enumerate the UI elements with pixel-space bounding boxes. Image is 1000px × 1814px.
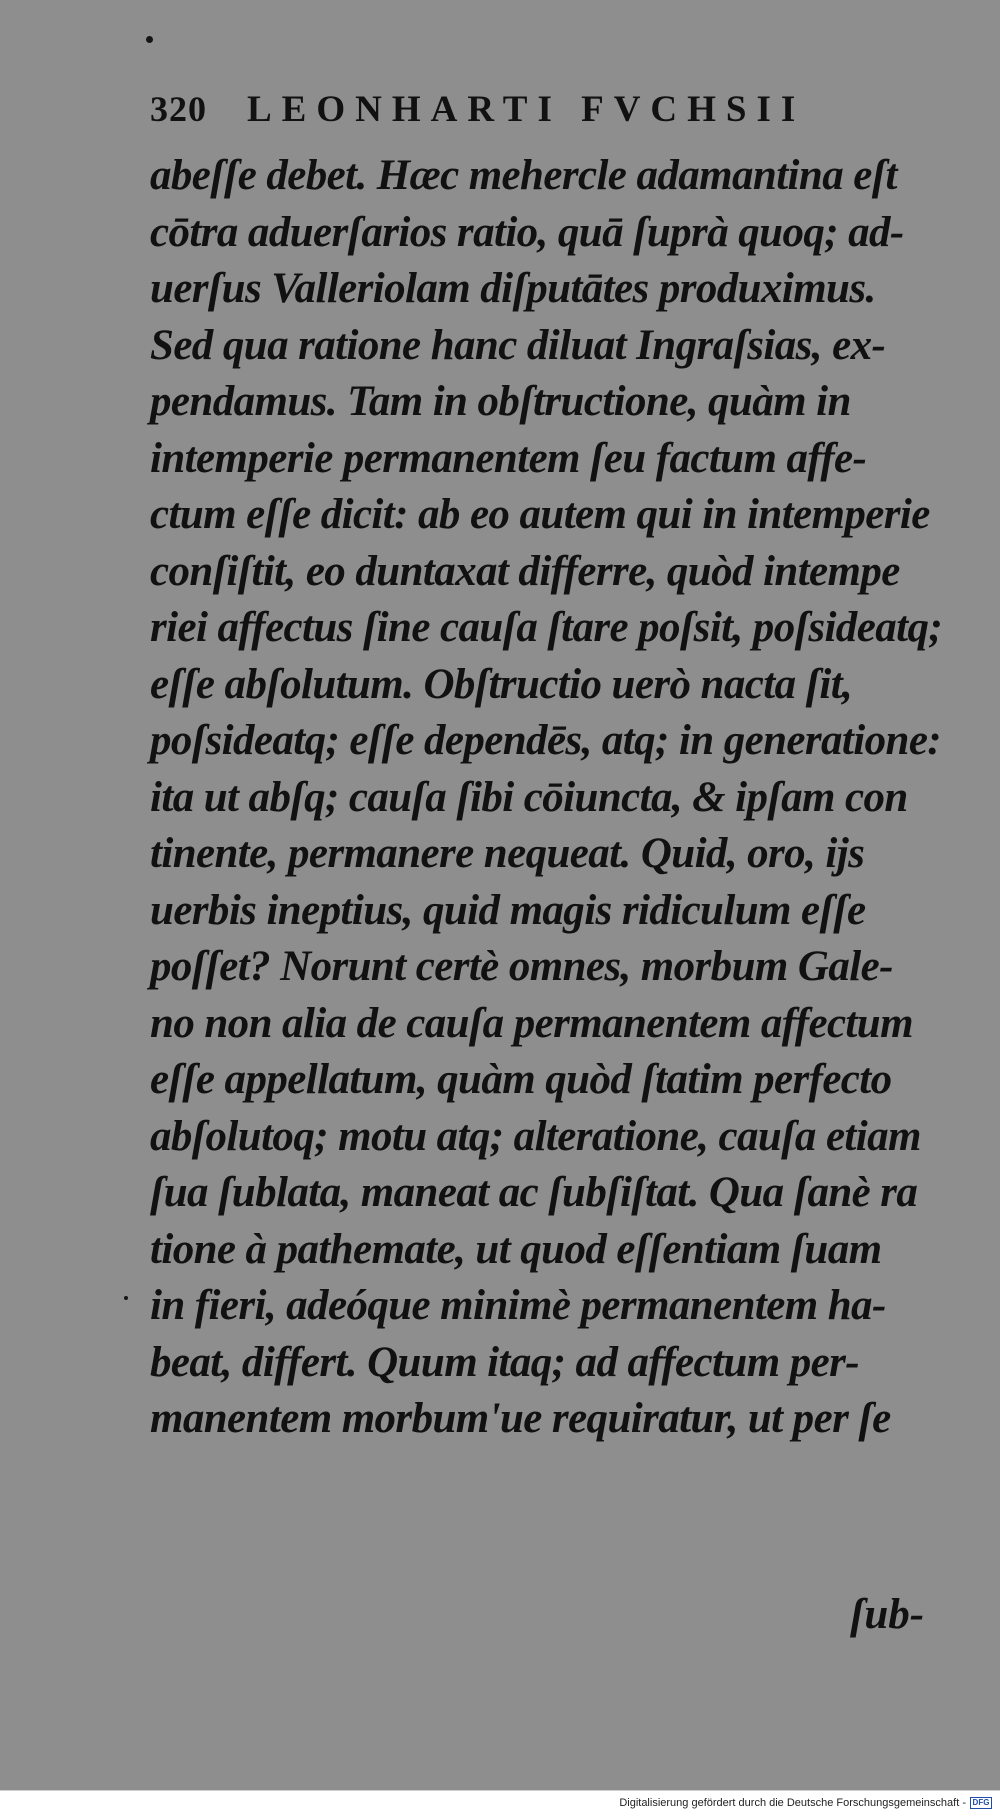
text-line: intemperie permanentem ſeu factum affe- — [150, 434, 867, 482]
text-line: ita ut abſq; cauſa ſibi cōiuncta, & ipſam con — [150, 773, 908, 821]
text-line: riei affectus ſine cauſa ſtare poſsit, poſsideatq; — [150, 604, 943, 651]
page-number: 320 — [150, 89, 207, 129]
catchword: ſub- — [850, 1591, 925, 1638]
body-text — [150, 148, 950, 1448]
text-line: beat, differt. Quum itaq; ad affectum per- — [150, 1338, 859, 1386]
text-line: abſolutoq; motu atq; alteratione, cauſa etiam — [150, 1112, 921, 1160]
dfg-logo-text: DFG — [972, 1797, 990, 1807]
ink-speck — [124, 1296, 128, 1300]
text-line: ſua ſublata, maneat ac ſubſiſtat. Qua ſanè ra — [150, 1169, 918, 1216]
text-line: in fieri, adeóque minimè permanentem ha- — [150, 1282, 886, 1329]
digitization-footer — [0, 1790, 1000, 1814]
dfg-logo-icon — [970, 1797, 992, 1809]
text-line: manentem morbum'ue requiratur, ut per ſe — [150, 1395, 891, 1442]
page-header — [150, 88, 890, 131]
text-line: poſſet? Norunt certè omnes, morbum Gale- — [150, 943, 893, 990]
text-line: eſſe appellatum, quàm quòd ſtatim perfecto — [150, 1056, 892, 1103]
text-line: eſſe abſolutum. Obſtructio uerò nacta ſit, — [150, 660, 853, 708]
footer-credit: Digitalisierung gefördert durch die Deutsche Forschungsgemeinschaft - — [619, 1796, 966, 1809]
text-line: poſsideatq; eſſe dependēs, atq; in generatione: — [150, 717, 942, 764]
text-line: abeſſe debet. Hæc mehercle adamantina eſt — [150, 152, 897, 199]
text-line: no non alia de cauſa permanentem affectum — [150, 999, 913, 1047]
text-line: pendamus. Tam in obſtructione, quàm in — [150, 378, 851, 425]
ink-speck — [146, 36, 153, 43]
text-line: cōtra aduerſarios ratio, quā ſuprà quoq; ad- — [150, 208, 904, 256]
text-line: uerbis ineptius, quid magis ridiculum eſſe — [150, 886, 866, 934]
text-line: uerſus Valleriolam diſputātes produximus. — [150, 265, 876, 312]
text-line: tinente, permanere nequeat. Quid, oro, ijs — [150, 830, 865, 877]
text-line: ctum eſſe dicit: ab eo autem qui in intemperie — [150, 491, 930, 538]
text-line: conſiſtit, eo duntaxat differre, quòd intempe — [150, 547, 900, 595]
text-line: Sed qua ratione hanc diluat Ingraſsias, ex- — [150, 321, 886, 369]
text-line: tione à pathemate, ut quod eſſentiam ſuam — [150, 1225, 882, 1273]
running-head: LEONHARTI FVCHSII — [247, 89, 806, 130]
